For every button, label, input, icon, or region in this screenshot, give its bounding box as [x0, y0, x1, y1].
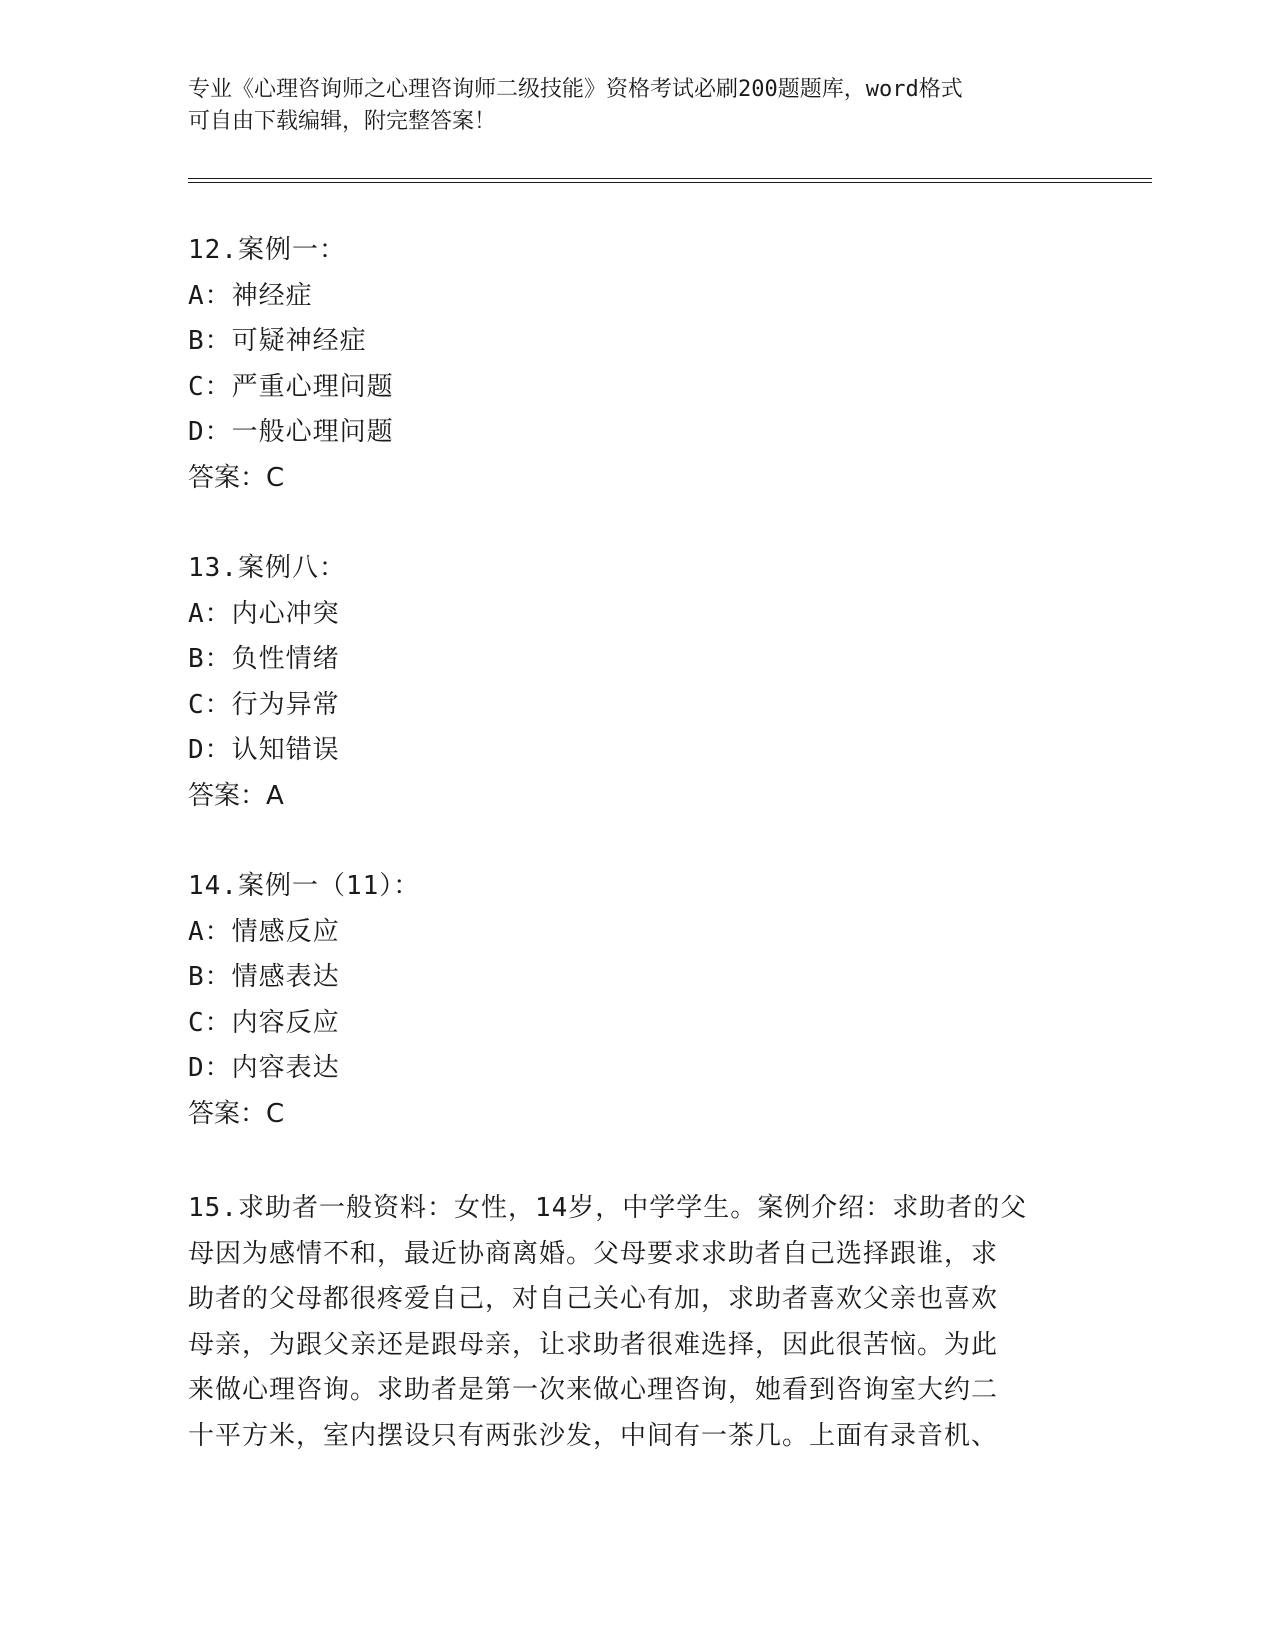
header-line-1: 专业《心理咨询师之心理咨询师二级技能》资格考试必刷200题题库，word格式 — [188, 77, 963, 102]
question-14 — [188, 864, 1088, 1137]
option-b: B：可疑神经症 — [188, 326, 367, 356]
header-rule-top — [188, 178, 1152, 179]
option-a: A：内心冲突 — [188, 598, 340, 629]
option-a: A：神经症 — [188, 280, 313, 311]
paragraph-line: 助者的父母都很疼爱自己，对自己关心有加，求助者喜欢父亲也喜欢 — [188, 1284, 999, 1314]
option-c: C：内容反应 — [188, 1007, 340, 1038]
option-d: D：一般心理问题 — [188, 417, 394, 447]
option-d: D：认知错误 — [188, 735, 340, 765]
paragraph-line: 母亲，为跟父亲还是跟母亲，让求助者很难选择，因此很苦恼。为此 — [188, 1329, 999, 1360]
question-stem: 12.案例一： — [188, 235, 346, 265]
option-b: B：负性情绪 — [188, 644, 340, 674]
paragraph-line: 来做心理咨询。求助者是第一次来做心理咨询，她看到咨询室大约二 — [188, 1375, 999, 1405]
paragraph-line: 十平方米，室内摆设只有两张沙发，中间有一茶几。上面有录音机、 — [188, 1420, 999, 1451]
question-stem: 14.案例一（11）： — [188, 871, 421, 901]
option-b: B：情感表达 — [188, 962, 340, 992]
header-line-2: 可自由下载编辑，附完整答案！ — [188, 109, 497, 134]
answer-line: 答案：C — [188, 462, 285, 493]
answer-line: 答案：C — [188, 1098, 285, 1129]
option-a: A：情感反应 — [188, 916, 340, 947]
paragraph-line: 母因为感情不和，最近协商离婚。父母要求求助者自己选择跟谁，求 — [188, 1238, 999, 1269]
option-c: C：严重心理问题 — [188, 371, 394, 402]
option-d: D：内容表达 — [188, 1053, 340, 1083]
question-13 — [188, 546, 1088, 819]
question-15 — [188, 1186, 1088, 1459]
question-stem: 13.案例八： — [188, 553, 346, 583]
document-header — [188, 74, 1088, 138]
question-12 — [188, 228, 1088, 501]
header-rule-bottom — [188, 182, 1152, 183]
answer-line: 答案：A — [188, 780, 284, 811]
paragraph-line: 15.求助者一般资料：女性，14岁，中学学生。案例介绍：求助者的父 — [188, 1193, 1028, 1223]
option-c: C：行为异常 — [188, 689, 340, 720]
